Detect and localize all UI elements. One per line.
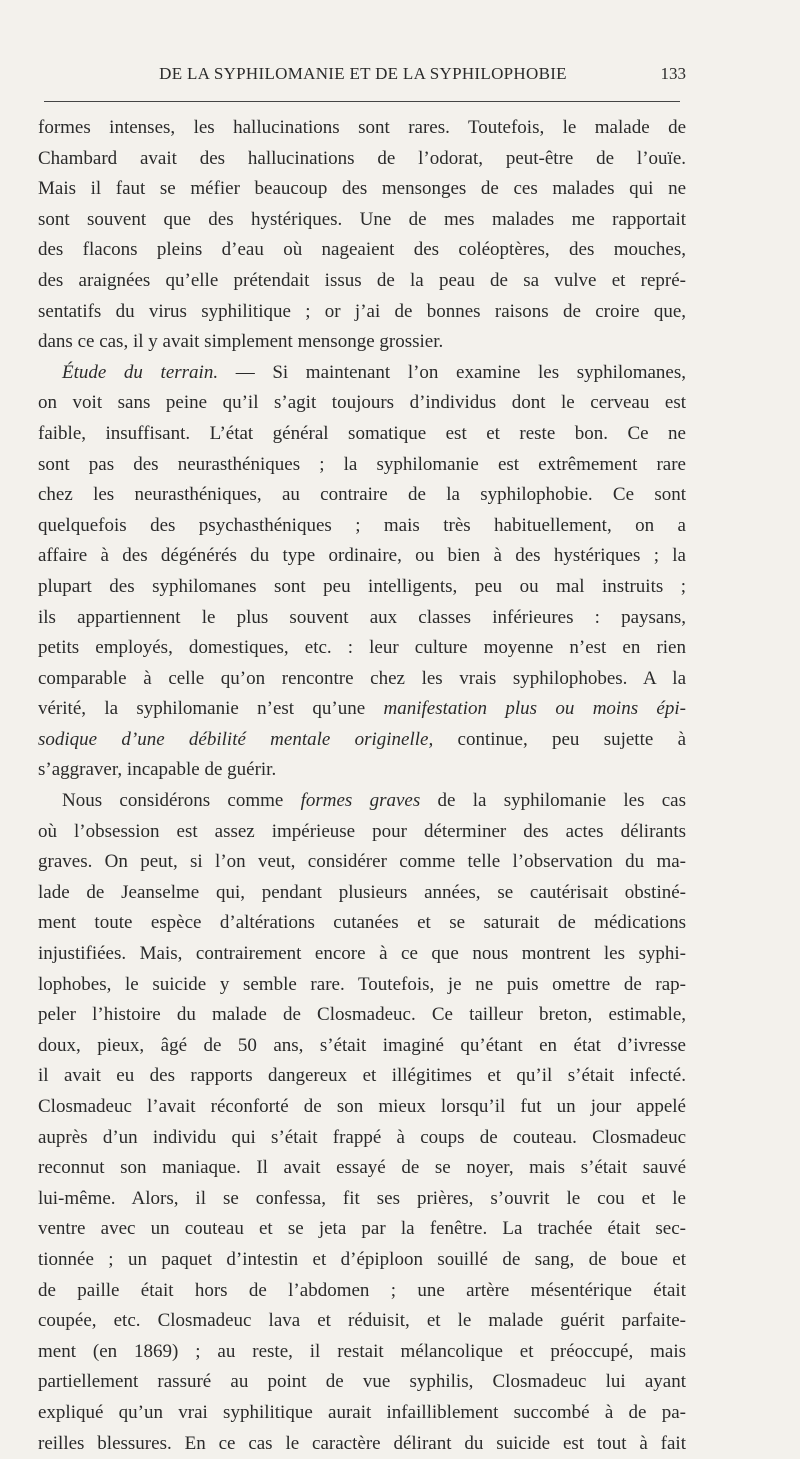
text-line: on voit sans peine qu’il s’agit toujours d’individus dont le cerveau est [38,392,686,414]
text-line: petits employés, domestiques, etc. : leur culture moyenne n’est en rien [38,637,686,659]
text-line: injustifiées. Mais, contrairement encore à ce que nous montrent les syphi- [38,943,686,965]
text-line: des flacons pleins d’eau où nageaient des coléoptères, des mouches, [38,239,686,261]
line-italic: manifestation plus ou moins épi- [383,698,686,720]
text-line-section-heading [38,358,686,389]
text-line: ment toute espèce d’altérations cutanées et se saturait de médications [38,912,686,934]
text-line: graves. On peut, si l’on veut, considérer comme telle l’observation du ma- [38,851,686,873]
line-italic: sodique d’une débilité mentale originelle, [38,728,434,750]
text-line: faible, insuffisant. L’état général somatique est et reste bon. Ce ne [38,422,686,444]
section-heading-italic: Étude du terrain. [62,361,219,383]
text-line: partiellement rassuré au point de vue syphilis, Closmadeuc lui ayant [38,1371,686,1393]
line-text-after: de la syphilomanie les cas [420,790,686,812]
text-line: de paille était hors de l’abdomen ; une artère mésentérique était [38,1279,686,1301]
text-line: lophobes, le suicide y semble rare. Toutefois, je ne puis omettre de rap- [38,973,686,995]
line-text: vérité, la syphilomanie n’est qu’une [38,698,384,720]
text-line: formes intenses, les hallucinations sont rares. Toutefois, le malade de [38,117,686,138]
text-line: affaire à des dégénérés du type ordinaire, ou bien à des hystériques ; la [38,545,686,567]
text-line: reilles blessures. En ce cas le caractère délirant du suicide est tout à fait [38,1432,686,1454]
text-line: où l’obsession est assez impérieuse pour déterminer des actes délirants [38,820,686,842]
text-line: lade de Jeanselme qui, pendant plusieurs années, se cautérisait obstiné- [38,881,686,903]
line-italic: formes graves [300,790,421,812]
text-line: sont pas des neurasthéniques ; la syphilomanie est extrêmement rare [38,453,686,475]
text-line: auprès d’un individu qui s’était frappé à coups de couteau. Closmadeuc [38,1126,686,1148]
text-line: s’aggraver, incapable de guérir. [38,759,277,781]
text-line-mixed [38,725,686,756]
running-head: DE LA SYPHILOMANIE ET DE LA SYPHILOPHOBIE [159,64,567,83]
text-line: tionnée ; un paquet d’intestin et d’épiploon souillé de sang, de boue et [38,1248,686,1270]
text-line: peler l’histoire du malade de Closmadeuc. Ce tailleur breton, estimable, [38,1004,686,1026]
text-line: ment (en 1869) ; au reste, il restait mélancolique et préoccupé, mais [38,1340,686,1362]
text-line: expliqué qu’un vrai syphilitique aurait infailliblement succombé à de pa- [38,1401,686,1423]
text-line: coupée, etc. Closmadeuc lava et réduisit, et le malade guérit parfaite- [38,1310,686,1332]
text-line: Closmadeuc l’avait réconforté de son mieux lorsqu’il fut un jour appelé [38,1096,686,1117]
text-line: Mais il faut se méfier beaucoup des mensonges de ces malades qui ne [38,178,686,200]
text-line: Chambard avait des hallucinations de l’odorat, peut-être de l’ouïe. [38,147,686,169]
text-line: lui-même. Alors, il se confessa, fit ses prières, s’ouvrit le cou et le [38,1187,686,1209]
text-line: il avait eu des rapports dangereux et illégitimes et qu’il s’était infecté. [38,1065,686,1087]
text-line-mixed [38,694,686,725]
text-line: sentatifs du virus syphilitique ; or j’ai de bonnes raisons de croire que, [38,300,686,322]
text-line: quelquefois des psychasthéniques ; mais très habituellement, on a [38,514,686,536]
section-heading-text: — Si maintenant l’on examine les syphilomanes, [218,361,686,383]
text-line: reconnut son maniaque. Il avait essayé de se noyer, mais s’était sauvé [38,1157,686,1179]
text-line-mixed [38,786,686,817]
text-line: ventre avec un couteau et se jeta par la fenêtre. La trachée était sec- [38,1218,686,1240]
page-number: 133 [660,64,686,83]
text-line: sont souvent que des hystériques. Une de mes malades me rapportait [38,208,686,230]
text-line: doux, pieux, âgé de 50 ans, s’était imaginé qu’étant en état d’ivresse [38,1034,686,1056]
text-line: des araignées qu’elle prétendait issus de la peau de sa vulve et repré- [38,269,686,291]
body-text [38,113,686,1459]
text-line: comparable à celle qu’on rencontre chez les vrais syphilophobes. A la [38,667,686,689]
line-text: Nous considérons comme [62,790,301,812]
line-text: continue, peu sujette à [433,728,687,750]
header-rule [44,101,680,102]
page-header [40,60,686,90]
text-line: dans ce cas, il y avait simplement mensonge grossier. [38,331,444,353]
text-line: ils appartiennent le plus souvent aux classes inférieures : paysans, [38,606,686,628]
text-line: plupart des syphilomanes sont peu intelligents, peu ou mal instruits ; [38,575,686,597]
text-line: chez les neurasthéniques, au contraire de la syphilophobie. Ce sont [38,484,686,506]
